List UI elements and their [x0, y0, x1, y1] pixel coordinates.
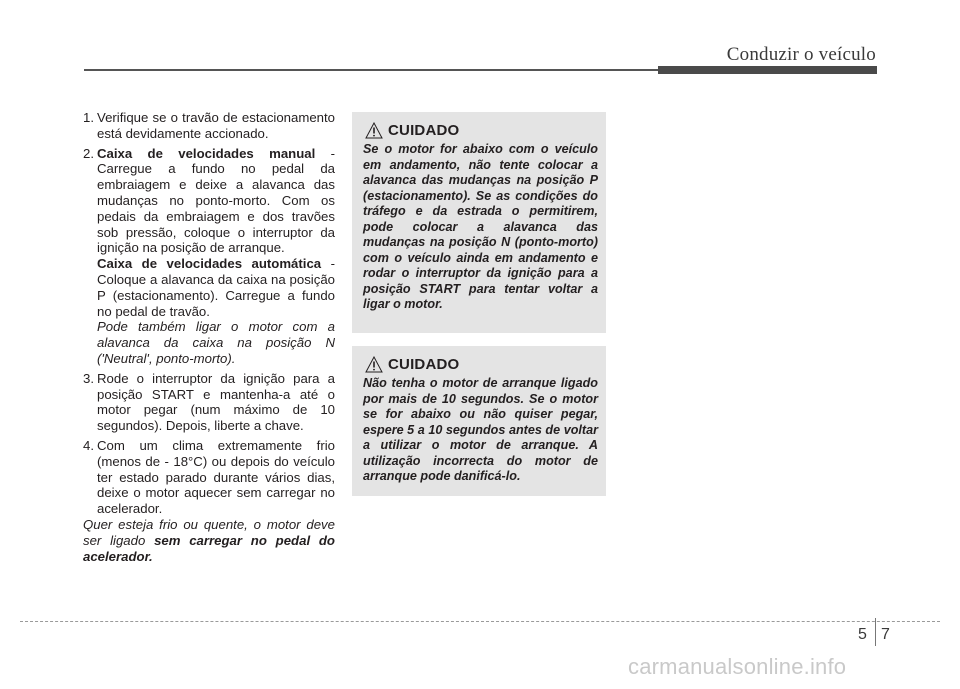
caution-box-2	[352, 346, 606, 496]
step-number: 4.	[83, 437, 94, 453]
caution-box-1	[352, 112, 606, 333]
step-4	[83, 438, 335, 517]
step-text: Com um clima extremamente frio (menos de - 18°C) ou depois do veículo ter estado parado durante vários dias, deixe o motor aquecer sem carregar no acelerador.	[97, 437, 335, 517]
instructions-column	[83, 110, 335, 564]
step-3	[83, 371, 335, 434]
neutral-note: Pode também ligar o motor com a alavanca da caixa na posição N ('Neutral', ponto-morto).	[97, 319, 335, 366]
caution-title: CUIDADO	[388, 121, 460, 139]
caution-header	[363, 118, 598, 142]
watermark: carmanualsonline.info	[628, 654, 847, 679]
step-1	[83, 110, 335, 142]
warning-triangle-icon	[365, 356, 383, 373]
section-title: Conduzir o veículo	[726, 44, 876, 65]
step-text: Rode o interruptor da ignição para a posição START e mantenha-a até o motor pegar (num máximo de 10 segundos). Depois, liberte a chave.	[97, 370, 335, 434]
step-number: 2.	[83, 145, 94, 161]
warning-triangle-icon	[365, 122, 383, 139]
closing-emphasis: sem carregar no pedal do acelerador.	[83, 532, 335, 564]
automatic-gearbox-text: - Coloque a alavanca da caixa na posição P (estacionamento). Carregue a fundo no pedal de travão.	[97, 256, 335, 319]
caution-text: Se o motor for abaixo com o veículo em andamento, não tente colocar a alavanca das mudanças na posição P (estacionamento). Se as condições do tráfego e da estrada o permitirem, pode colocar a alavanca das mudanças na posição N (ponto-morto) com o veículo ainda em andamento e rodar o interruptor da ignição para a posição START para tentar voltar a ligar o motor.	[363, 142, 598, 311]
closing-text: Quer esteja frio ou quente, o motor deve ser ligado	[83, 516, 335, 548]
caution-header	[363, 352, 598, 376]
caution-text: Não tenha o motor de arranque ligado por mais de 10 segundos. Se o motor se for abaixo ou não quiser pegar, espere 5 a 10 segundos antes de voltar a utilizar o motor de arranque. A utilização incorrecta do motor de arranque pode danificá-lo.	[363, 376, 598, 483]
footer-rule	[20, 621, 940, 622]
manual-gearbox-text: - Carregue a fundo no pedal da embraiagem e deixe a alavanca das mudanças no ponto-morto. Com os pedais da embraiagem e dos travões sob pressão, coloque o interruptor da ignição na posição de arranque.	[97, 145, 335, 256]
automatic-gearbox-paragraph	[83, 256, 335, 319]
step-2	[83, 146, 335, 257]
step-text	[97, 146, 335, 257]
header-rule-bar	[658, 66, 877, 74]
caution-title: CUIDADO	[388, 355, 460, 373]
automatic-gearbox-label: Caixa de velocidades automática	[97, 256, 322, 272]
step-number: 1.	[83, 110, 94, 125]
header-rule	[84, 69, 658, 71]
page-number: 7	[881, 626, 890, 643]
step-text: Verifique se o travão de estacionamento está devidamente accionado.	[97, 110, 335, 141]
manual-gearbox-label: Caixa de velocidades manual	[97, 145, 316, 161]
section-number: 5	[858, 626, 867, 643]
closing-paragraph	[83, 517, 335, 564]
page-number-separator	[875, 618, 876, 646]
step-number: 3.	[83, 370, 94, 386]
